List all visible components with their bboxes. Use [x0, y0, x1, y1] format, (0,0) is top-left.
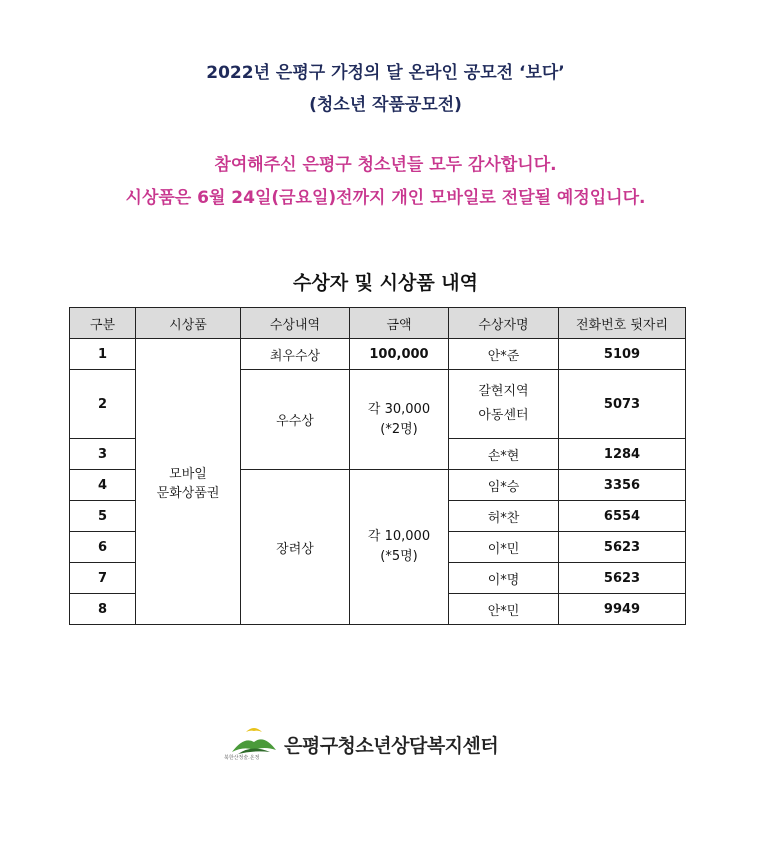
- winner-name: 이*명: [449, 563, 559, 594]
- row-number: 4: [70, 470, 136, 501]
- org-logo-icon: [224, 722, 278, 766]
- phone-last-digits: 6554: [559, 501, 686, 532]
- row-number: 2: [70, 370, 136, 439]
- award-encouragement: 장려상: [241, 470, 350, 625]
- winner-name: 안*민: [449, 594, 559, 625]
- winner-name: 허*찬: [449, 501, 559, 532]
- amount-encouragement: [350, 470, 449, 625]
- header-amount: 금액: [350, 308, 449, 339]
- prize-line2: 문화상품권: [156, 485, 220, 501]
- winner-name: 손*현: [449, 439, 559, 470]
- phone-last-digits: 5109: [559, 339, 686, 370]
- amount-excellence: [350, 370, 449, 470]
- amount-encouragement-value: 각 10,000: [367, 529, 431, 544]
- row-number: 1: [70, 339, 136, 370]
- phone-last-digits: 5623: [559, 563, 686, 594]
- thanks-message: 참여해주신 은평구 청소년들 모두 감사합니다.: [214, 155, 557, 175]
- row-number: 6: [70, 532, 136, 563]
- table-title: 수상자 및 시상품 내역: [292, 272, 479, 294]
- prize-cell: [136, 339, 241, 625]
- amount-encouragement-count: (*5명): [380, 549, 418, 564]
- phone-last-digits: 9949: [559, 594, 686, 625]
- footer-logo-block: [224, 722, 498, 766]
- phone-last-digits: 5623: [559, 532, 686, 563]
- row-number: 8: [70, 594, 136, 625]
- row-number: 5: [70, 501, 136, 532]
- amount-grand: 100,000: [350, 339, 449, 370]
- table-header-row: [70, 308, 686, 339]
- phone-last-digits: 3356: [559, 470, 686, 501]
- org-name: 은평구청소년상담복지센터: [284, 734, 499, 757]
- phone-last-digits: 1284: [559, 439, 686, 470]
- award-excellence: 우수상: [241, 370, 350, 470]
- winner-name-line2: 아동센터: [478, 408, 529, 423]
- phone-last-digits: 5073: [559, 370, 686, 439]
- awards-table: [69, 307, 686, 625]
- row-number: 7: [70, 563, 136, 594]
- header-category: 구분: [70, 308, 136, 339]
- header-phone: 전화번호 뒷자리: [559, 308, 686, 339]
- delivery-notice: 시상품은 6월 24일(금요일)전까지 개인 모바일로 전달될 예정입니다.: [125, 188, 646, 208]
- prize-line1: 모바일: [169, 466, 207, 482]
- winner-name: 이*민: [449, 532, 559, 563]
- header-winner: 수상자명: [449, 308, 559, 339]
- page-subtitle: (청소년 작품공모전): [309, 95, 462, 115]
- row-number: 3: [70, 439, 136, 470]
- winner-name: [449, 370, 559, 439]
- page-title: 2022년 은평구 가정의 달 온라인 공모전 ‘보다’: [206, 63, 565, 83]
- amount-excellence-count: (*2명): [380, 421, 418, 437]
- winner-name: 안*준: [449, 339, 559, 370]
- logo-caption: 북한산정술.온정: [224, 755, 260, 761]
- winner-name: 임*승: [449, 470, 559, 501]
- header-prize: 시상품: [136, 308, 241, 339]
- winner-name-line1: 갈현지역: [478, 384, 529, 399]
- amount-excellence-value: 각 30,000: [367, 401, 431, 417]
- table-row: [70, 339, 686, 370]
- header-award: 수상내역: [241, 308, 350, 339]
- award-grand: 최우수상: [241, 339, 350, 370]
